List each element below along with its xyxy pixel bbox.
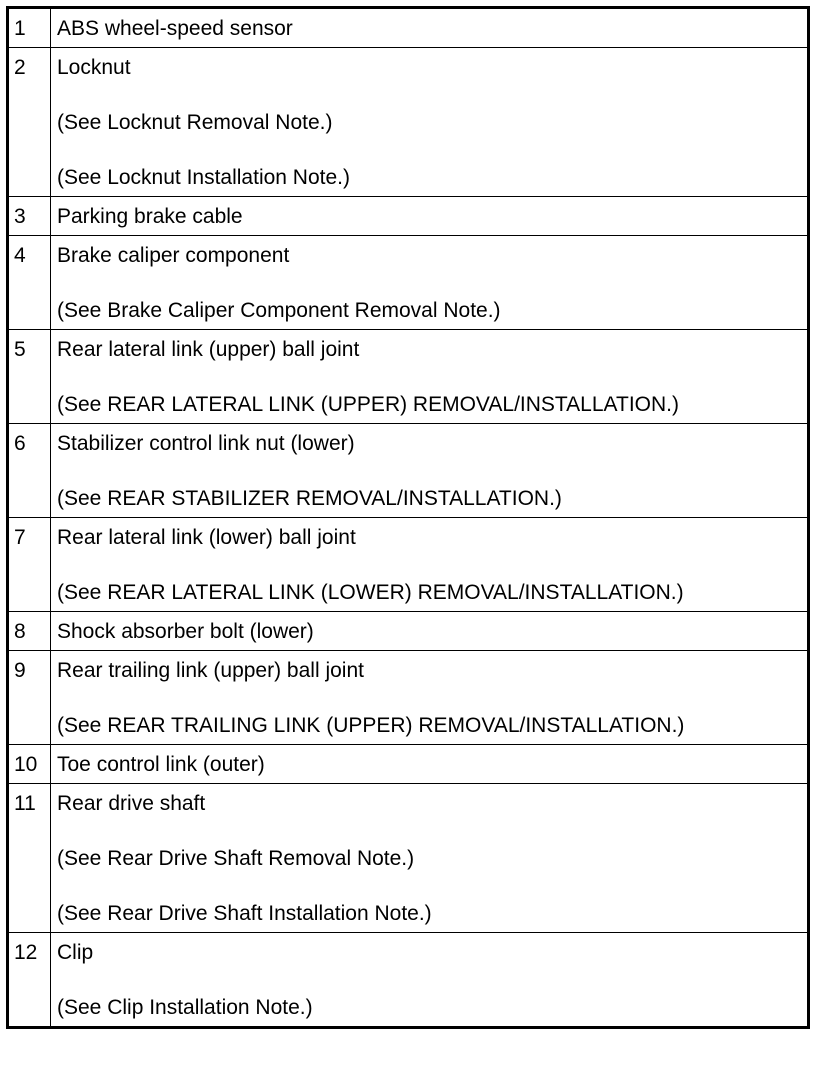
item-number: 8 <box>8 612 51 651</box>
item-description <box>51 745 809 784</box>
reference-note: (See REAR LATERAL LINK (LOWER) REMOVAL/INSTALLATION.) <box>57 581 684 604</box>
table-row <box>8 236 809 330</box>
table-row <box>8 48 809 197</box>
part-name: ABS wheel-speed sensor <box>57 17 293 40</box>
reference-note: (See Locknut Installation Note.) <box>57 166 350 189</box>
table-row <box>8 8 809 48</box>
reference-note: (See Rear Drive Shaft Removal Note.) <box>57 847 415 870</box>
parts-table <box>6 6 810 1029</box>
part-name: Clip <box>57 941 94 964</box>
part-name: Parking brake cable <box>57 205 243 228</box>
part-name: Brake caliper component <box>57 244 290 267</box>
part-name: Locknut <box>57 56 131 79</box>
item-number: 6 <box>8 424 51 518</box>
reference-note: (See Brake Caliper Component Removal Note.) <box>57 299 501 322</box>
item-description <box>51 424 809 518</box>
part-name: Rear lateral link (lower) ball joint <box>57 526 356 549</box>
table-row <box>8 424 809 518</box>
item-description <box>51 236 809 330</box>
part-name: Stabilizer control link nut (lower) <box>57 432 355 455</box>
item-description <box>51 651 809 745</box>
item-number: 4 <box>8 236 51 330</box>
part-name: Shock absorber bolt (lower) <box>57 620 314 643</box>
table-row <box>8 784 809 933</box>
item-number: 9 <box>8 651 51 745</box>
table-row <box>8 745 809 784</box>
table-row <box>8 933 809 1028</box>
part-name: Rear trailing link (upper) ball joint <box>57 659 364 682</box>
table-row <box>8 330 809 424</box>
reference-note: (See REAR STABILIZER REMOVAL/INSTALLATION.) <box>57 487 562 510</box>
item-description <box>51 612 809 651</box>
item-number: 10 <box>8 745 51 784</box>
table-row <box>8 197 809 236</box>
item-number: 5 <box>8 330 51 424</box>
reference-note: (See REAR LATERAL LINK (UPPER) REMOVAL/INSTALLATION.) <box>57 393 679 416</box>
reference-note: (See Locknut Removal Note.) <box>57 111 333 134</box>
item-description <box>51 48 809 197</box>
part-name: Toe control link (outer) <box>57 753 265 776</box>
parts-table-body <box>8 8 809 1028</box>
item-number: 7 <box>8 518 51 612</box>
item-number: 11 <box>8 784 51 933</box>
reference-note: (See Clip Installation Note.) <box>57 996 313 1019</box>
item-number: 2 <box>8 48 51 197</box>
part-name: Rear lateral link (upper) ball joint <box>57 338 360 361</box>
item-description <box>51 518 809 612</box>
table-row <box>8 612 809 651</box>
reference-note: (See Rear Drive Shaft Installation Note.) <box>57 902 432 925</box>
part-name: Rear drive shaft <box>57 792 206 815</box>
item-number: 12 <box>8 933 51 1028</box>
item-number: 3 <box>8 197 51 236</box>
reference-note: (See REAR TRAILING LINK (UPPER) REMOVAL/INSTALLATION.) <box>57 714 685 737</box>
table-row <box>8 518 809 612</box>
item-number: 1 <box>8 8 51 48</box>
item-description <box>51 8 809 48</box>
item-description <box>51 933 809 1028</box>
item-description <box>51 330 809 424</box>
item-description <box>51 197 809 236</box>
item-description <box>51 784 809 933</box>
table-row <box>8 651 809 745</box>
